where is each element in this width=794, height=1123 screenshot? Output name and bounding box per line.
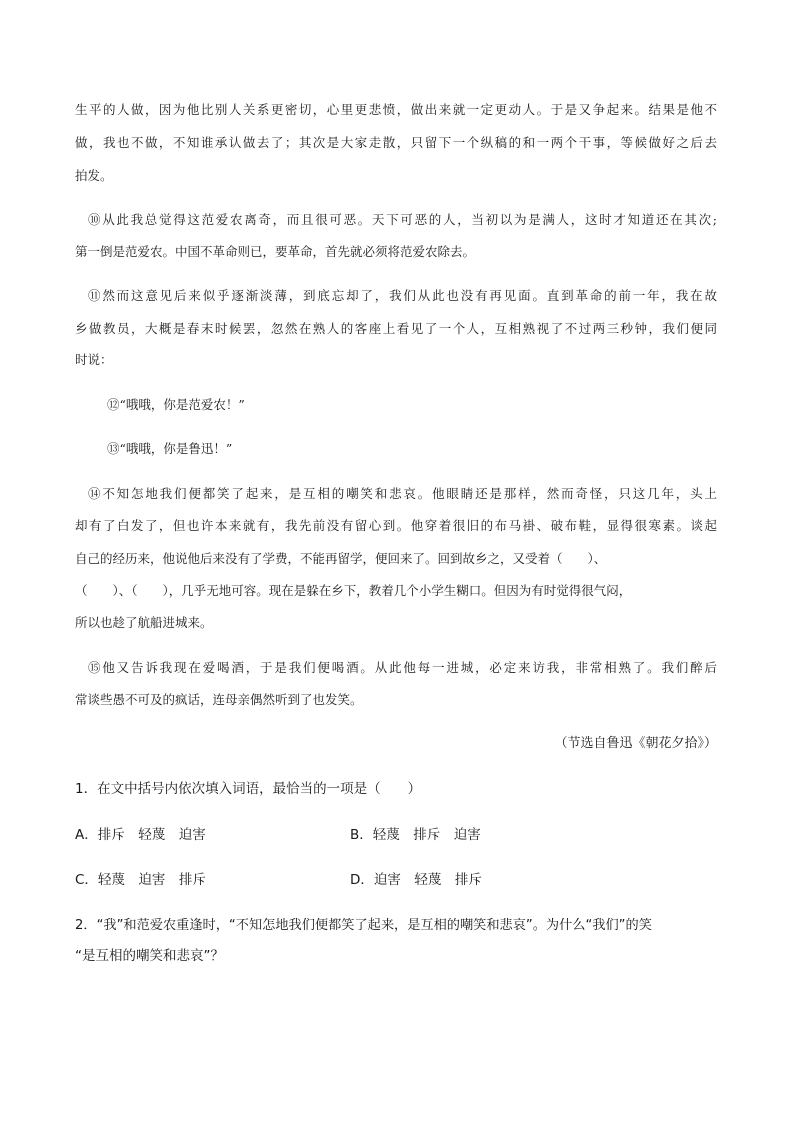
text-line: ⑪然而这意见后来似乎逐渐淡薄，到底忘却了，我们从此也没有再见面。直到革命的前一年，我在故 xyxy=(88,288,717,303)
question-1-option-c[interactable]: C．轻蔑 迫害 排斥 xyxy=(75,872,206,888)
text-line: 却有了白发了，但也许本来就有，我先前没有留心到。他穿着很旧的布马褂、破布鞋，显得很寒素。谈起 xyxy=(75,518,717,533)
question-1-option-d[interactable]: D．迫害 轻蔑 排斥 xyxy=(350,872,482,888)
text-line: 拍发。 xyxy=(75,168,113,183)
text-line: 所以也趁了航船进城来。 xyxy=(75,615,213,630)
passage-source: （节选自鲁迅《朝花夕拾》） xyxy=(554,736,717,751)
question-2-line-1: 2．“我”和范爱农重逢时，“不知怎地我们便都笑了起来，是互相的嘲笑和悲哀”。为什么“我们”的笑 xyxy=(75,918,652,933)
text-line: 时说： xyxy=(75,352,113,367)
text-line: ⑭不知怎地我们便都笑了起来，是互相的嘲笑和悲哀。他眼睛还是那样，然而奇怪，只这几年，头上 xyxy=(88,486,717,501)
dialog-line-13: ⑬“哦哦，你是鲁迅！” xyxy=(107,441,233,456)
text-line: 第一倒是范爱农。中国不革命则已，要革命，首先就必须将范爱农除去。 xyxy=(75,244,476,259)
dialog-line-12: ⑫“哦哦，你是范爱农！” xyxy=(107,397,245,412)
text-line: 常谈些愚不可及的疯话，连母亲偶然听到了也发笑。 xyxy=(75,692,363,707)
text-line: 生平的人做，因为他比别人关系更密切，心里更悲愤，做出来就一定更动人。于是又争起来。结果是他不 xyxy=(75,102,717,117)
text-line: （ ）、（ ），几乎无地可容。现在是躲在乡下，教着几个小学生糊口。但因为有时觉得很气闷， xyxy=(75,583,632,598)
text-line: 乡做教员，大概是春末时候罢，忽然在熟人的客座上看见了一个人，互相熟视了不过两三秒钟，我们便同 xyxy=(75,321,717,336)
text-line: ⑩从此我总觉得这范爱农离奇，而且很可恶。天下可恶的人，当初以为是满人，这时才知道还在其次; xyxy=(88,212,717,227)
question-1-option-b[interactable]: B．轻蔑 排斥 迫害 xyxy=(350,827,481,843)
question-1-stem: 1．在文中括号内依次填入词语，最恰当的一项是（ ） xyxy=(75,781,422,797)
text-line: 自己的经历来，他说他后来没有了学费，不能再留学，便回来了。回到故乡之，又受着（ ）、 xyxy=(75,551,607,566)
text-line: ⑮他又告诉我现在爱喝酒，于是我们便喝酒。从此他每一进城，必定来访我，非常相熟了。我们醉后 xyxy=(88,660,717,675)
text-line: 做，我也不做，不知谁承认做去了；其次是大家走散，只留下一个纵稿的和一两个干事，等候做好之后去 xyxy=(75,135,717,150)
question-2-line-2: “是互相的嘲笑和悲哀”？ xyxy=(75,948,224,964)
question-1-option-a[interactable]: A．排斥 轻蔑 迫害 xyxy=(75,827,206,843)
